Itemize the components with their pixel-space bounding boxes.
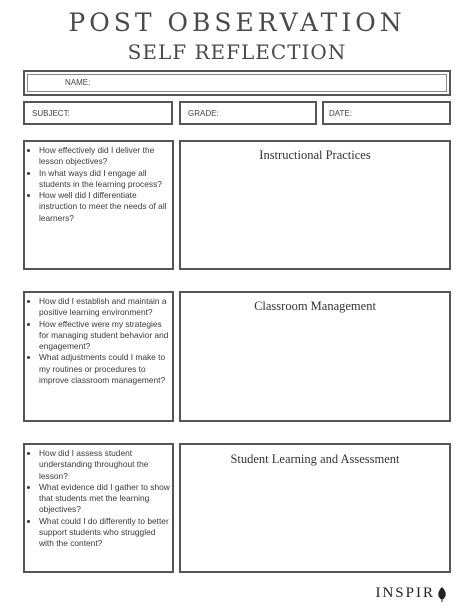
question-item: • In what ways did I engage all students in the learning process? (39, 168, 172, 191)
question-item: • What adjustments could I make to my routines or procedures to improve classroom management? (39, 352, 172, 386)
subject-label: SUBJECT: (32, 109, 70, 118)
date-label: DATE: (329, 109, 352, 118)
page-subtitle: SELF REFLECTION (127, 40, 347, 64)
leaf-icon (436, 586, 448, 602)
inspir-logo (375, 585, 448, 602)
name-field[interactable] (23, 70, 451, 96)
page-title: POST OBSERVATION (68, 8, 406, 37)
classroom-management-title: Classroom Management (254, 299, 376, 313)
date-field[interactable] (322, 101, 451, 125)
grade-field[interactable] (179, 101, 317, 125)
question-list (25, 293, 172, 386)
name-label: NAME: (65, 78, 91, 87)
student-learning-questions (23, 443, 174, 573)
instructional-practices-title: Instructional Practices (259, 148, 371, 162)
instructional-practices-questions (23, 140, 174, 270)
question-item: • How did I establish and maintain a positive learning environment? (39, 296, 172, 319)
logo-text: INSPIR (375, 585, 435, 601)
question-item: • What evidence did I gather to show that students met the learning objectives? (39, 482, 172, 516)
question-item: • How effectively did I deliver the lesson objectives? (39, 145, 172, 168)
question-item: • How well did I differentiate instruction to meet the needs of all learners? (39, 190, 172, 224)
question-list (25, 445, 172, 550)
classroom-management-response-box[interactable] (179, 291, 451, 422)
question-item: • How did I assess student understanding throughout the lesson? (39, 448, 172, 482)
student-learning-response-box[interactable] (179, 443, 451, 573)
question-list (25, 142, 172, 224)
instructional-practices-response-box[interactable] (179, 140, 451, 270)
question-item: • How effective were my strategies for managing student behavior and engagement? (39, 319, 172, 353)
grade-label: GRADE: (188, 109, 219, 118)
subject-field[interactable] (23, 101, 173, 125)
classroom-management-questions (23, 291, 174, 422)
question-item: • What could I do differently to better support students who struggled with the content? (39, 516, 172, 550)
student-learning-title: Student Learning and Assessment (230, 452, 400, 466)
